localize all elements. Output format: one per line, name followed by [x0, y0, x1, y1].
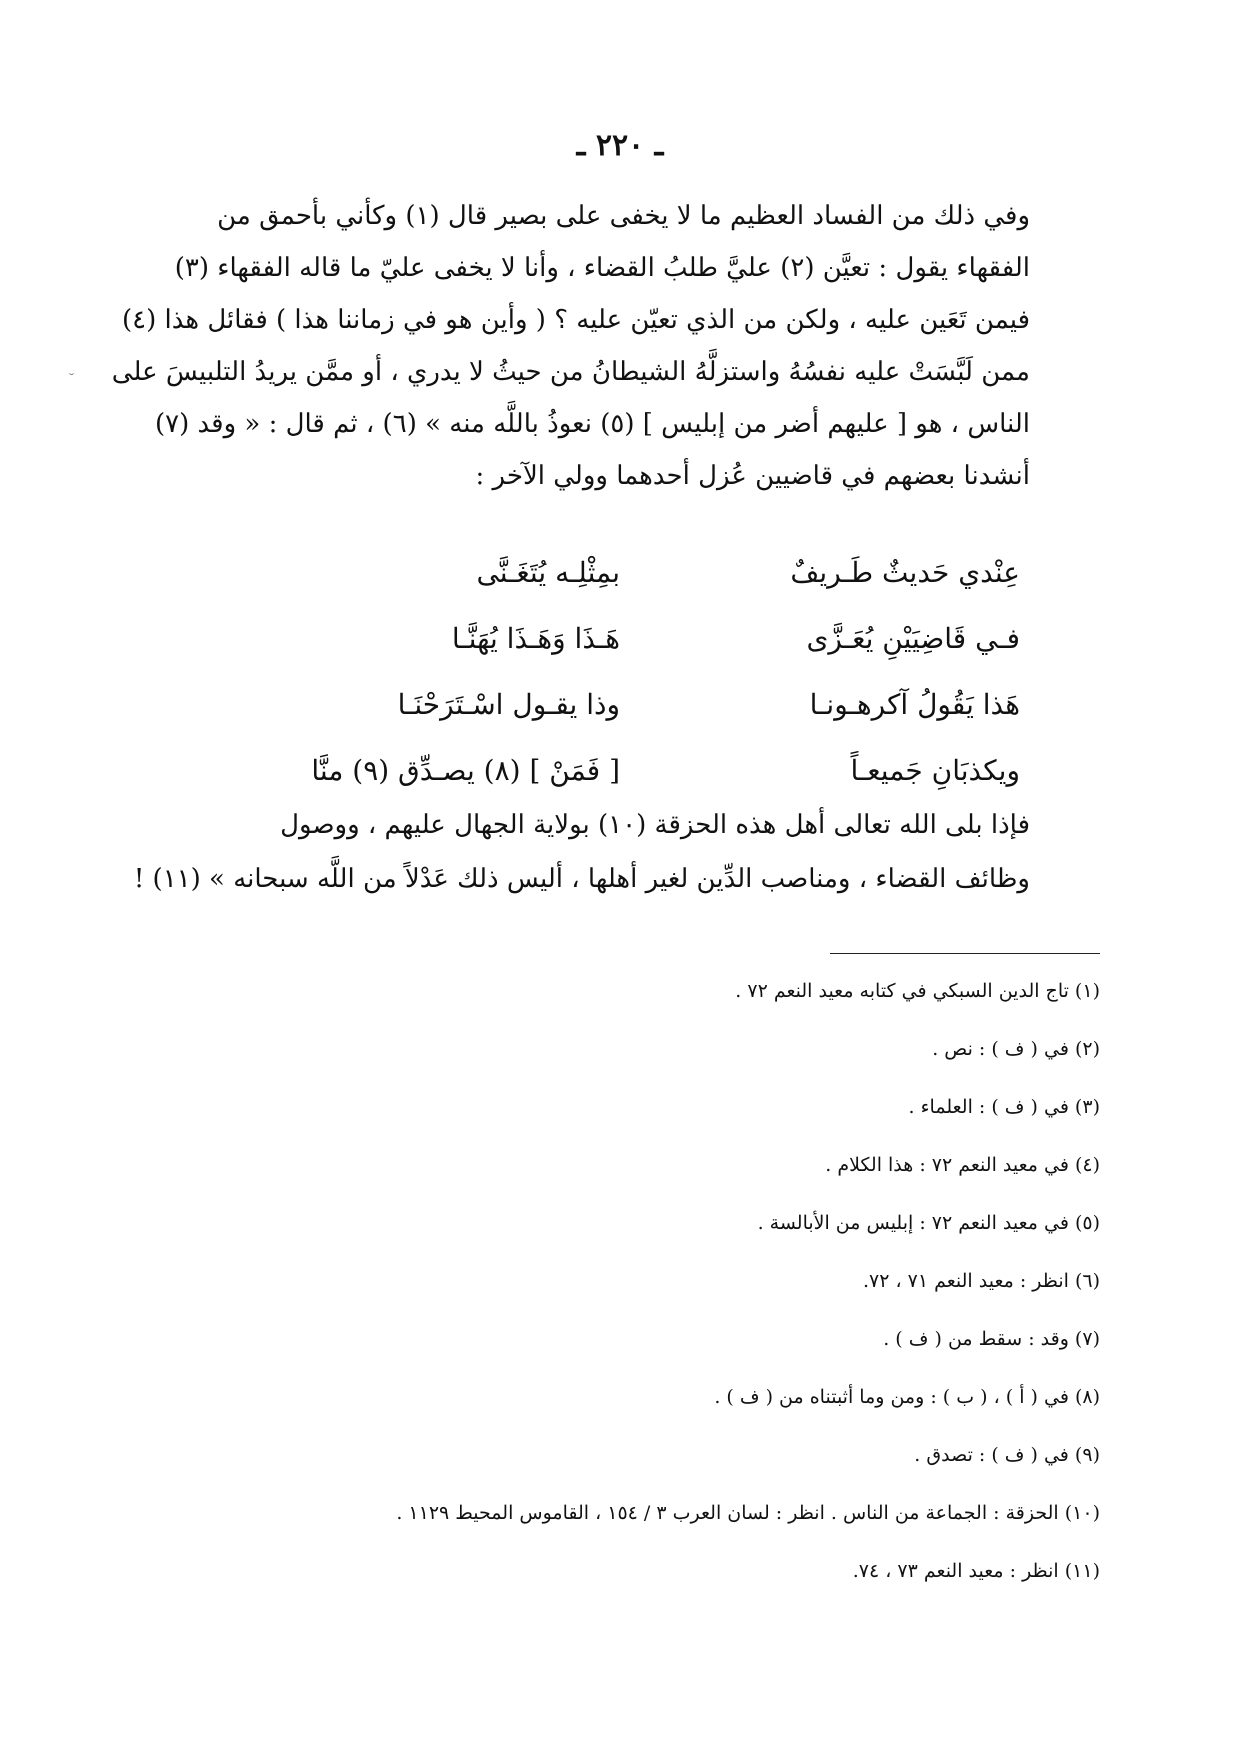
- closing-paragraph: [133, 798, 1030, 906]
- verse-first-hemistich: فـي قَاضِيَيْنِ يُعَـزَّى: [806, 622, 1020, 655]
- poem-verse: [300, 672, 1020, 738]
- paragraph-line: ممن لَبَّسَتْ عليه نفسُهُ واستزلَّهُ الشيطانُ من حيثُ لا يدري ، أو ممَّن يريدُ التلبيسَ على: [111, 357, 1030, 387]
- poem-verse: [300, 738, 1020, 804]
- verse-second-hemistich: بمِثْلِـه يُتَغَـنَّى: [476, 556, 620, 589]
- poem: [300, 540, 1020, 804]
- paragraph-line: الناس ، هو [ عليهم أضر من إبليس ] (٥) نعوذُ باللَّه منه » (٦) ، ثم قال : « وقد (٧): [154, 409, 1030, 439]
- footnote: (١) تاج الدين السبكي في كتابه معيد النعم ٧٢ .: [735, 980, 1100, 1002]
- footnote: (٧) وقد : سقط من ( ف ) .: [883, 1328, 1100, 1350]
- closing-line: وظائف القضاء ، ومناصب الدِّين لغير أهلها ، أليس ذلك عَدْلاً من اللَّه سبحانه » (١١) !: [133, 864, 1030, 894]
- footnote: (٥) في معيد النعم ٧٢ : إبليس من الأبالسة .: [757, 1212, 1100, 1234]
- footnote: (١٠) الحزقة : الجماعة من الناس . انظر : لسان العرب ٣ / ١٥٤ ، القاموس المحيط ١١٢٩ .: [396, 1502, 1100, 1524]
- verse-second-hemistich: [ فَمَنْ ] (٨) يصـدِّق (٩) منَّا: [311, 754, 620, 787]
- poem-verse: [300, 606, 1020, 672]
- verse-second-hemistich: وذا يقـول اسْـتَرَحْنَـا: [397, 688, 620, 721]
- footnote: (٩) في ( ف ) : تصدق .: [914, 1444, 1100, 1466]
- footnote: (٨) في ( أ ) ، ( ب ) : ومن وما أثبتناه من ( ف ) .: [714, 1386, 1100, 1408]
- verse-first-hemistich: ويكذبَانِ جَميعـاً: [850, 754, 1020, 787]
- verse-second-hemistich: هَـذَا وَهَـذَا يُهَنَّـا: [451, 622, 620, 655]
- footnote: (١١) انظر : معيد النعم ٧٣ ، ٧٤.: [852, 1560, 1100, 1582]
- margin-mark: ˘: [68, 372, 75, 388]
- verse-first-hemistich: عِنْدي حَديثٌ طَـريفٌ: [790, 556, 1020, 589]
- footnote-divider: [830, 953, 1100, 954]
- verse-first-hemistich: هَذا يَقُولُ آكرهـونـا: [809, 688, 1020, 721]
- paragraph-line: وفي ذلك من الفساد العظيم ما لا يخفى على بصير قال (١) وكأني بأحمق من: [217, 201, 1030, 231]
- poem-verse: [300, 540, 1020, 606]
- footnote: (٤) في معيد النعم ٧٢ : هذا الكلام .: [825, 1154, 1100, 1176]
- footnote: (٢) في ( ف ) : نص .: [932, 1038, 1100, 1060]
- closing-line: فإذا بلى الله تعالى أهل هذه الحزقة (١٠) بولاية الجهال عليهم ، ووصول: [280, 810, 1030, 840]
- footnotes: [200, 962, 1100, 1600]
- main-paragraph: [111, 190, 1030, 502]
- paragraph-line: أنشدنا بعضهم في قاضيين عُزل أحدهما وولي الآخر :: [475, 461, 1030, 491]
- footnote: (٦) انظر : معيد النعم ٧١ ، ٧٢.: [862, 1270, 1100, 1292]
- paragraph-line: فيمن تَعَين عليه ، ولكن من الذي تعيّن عليه ؟ ( وأين هو في زماننا هذا ) فقائل هذا (٤): [121, 305, 1030, 335]
- paragraph-line: الفقهاء يقول : تعيَّن (٢) عليَّ طلبُ القضاء ، وأنا لا يخفى عليّ ما قاله الفقهاء (٣): [174, 253, 1030, 283]
- page-number: ـ ٢٢٠ ـ: [576, 128, 664, 163]
- footnote: (٣) في ( ف ) : العلماء .: [908, 1096, 1100, 1118]
